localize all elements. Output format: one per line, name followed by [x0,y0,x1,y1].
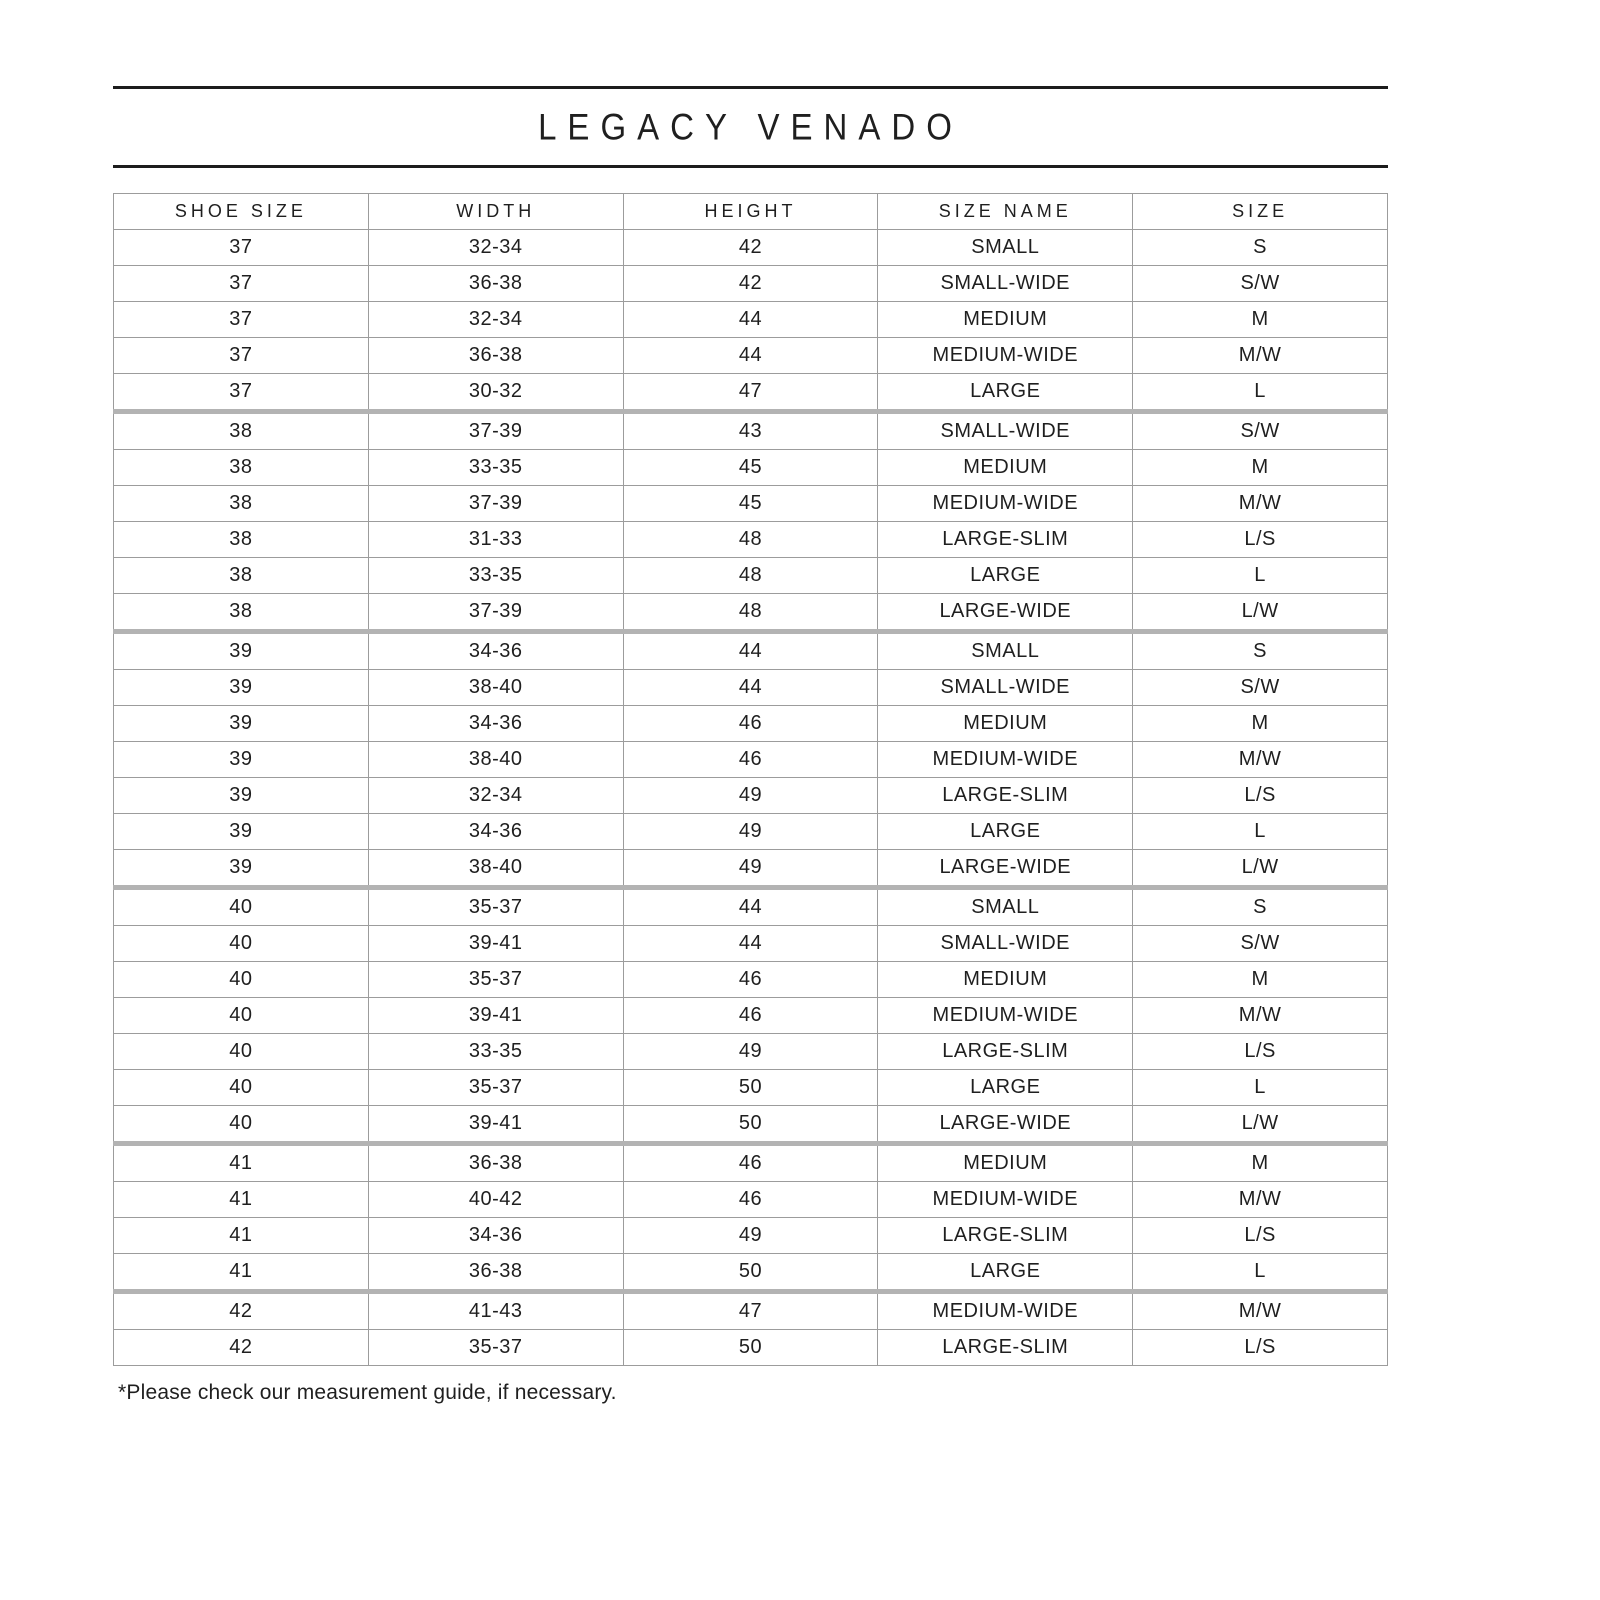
cell-size-name: LARGE-SLIM [878,778,1133,814]
cell-width: 33-35 [368,558,623,594]
cell-size-name: SMALL-WIDE [878,670,1133,706]
table-row [114,1254,1388,1292]
cell-height: 44 [623,926,878,962]
cell-size: L/W [1133,1106,1388,1144]
table-row [114,778,1388,814]
table-row [114,594,1388,632]
table-row [114,1070,1388,1106]
cell-shoe-size: 38 [114,522,369,558]
cell-size-name: MEDIUM [878,706,1133,742]
cell-size: L [1133,814,1388,850]
cell-width: 37-39 [368,486,623,522]
table-row [114,302,1388,338]
cell-height: 48 [623,522,878,558]
cell-size-name: MEDIUM [878,450,1133,486]
table-row [114,632,1388,670]
cell-size-name: SMALL [878,632,1133,670]
cell-width: 33-35 [368,450,623,486]
cell-shoe-size: 41 [114,1144,369,1182]
cell-width: 31-33 [368,522,623,558]
cell-height: 45 [623,450,878,486]
cell-size: L/S [1133,778,1388,814]
cell-width: 36-38 [368,1254,623,1292]
cell-size-name: LARGE [878,1254,1133,1292]
cell-width: 38-40 [368,670,623,706]
cell-size-name: LARGE-WIDE [878,1106,1133,1144]
cell-width: 41-43 [368,1292,623,1330]
cell-shoe-size: 41 [114,1254,369,1292]
cell-height: 44 [623,888,878,926]
cell-height: 44 [623,670,878,706]
table-row [114,926,1388,962]
cell-height: 49 [623,1034,878,1070]
cell-size: L/S [1133,1034,1388,1070]
table-row [114,1330,1388,1366]
cell-height: 49 [623,850,878,888]
cell-size-name: MEDIUM-WIDE [878,338,1133,374]
cell-shoe-size: 39 [114,742,369,778]
cell-height: 46 [623,742,878,778]
cell-size: M [1133,302,1388,338]
cell-size: L/W [1133,594,1388,632]
cell-height: 49 [623,1218,878,1254]
cell-width: 39-41 [368,998,623,1034]
page-title: LEGACY VENADO [538,105,963,148]
cell-size-name: SMALL-WIDE [878,266,1133,302]
table-row [114,742,1388,778]
cell-width: 35-37 [368,1330,623,1366]
cell-size-name: SMALL [878,888,1133,926]
cell-height: 44 [623,338,878,374]
cell-size-name: MEDIUM-WIDE [878,1292,1133,1330]
cell-width: 32-34 [368,230,623,266]
table-row [114,266,1388,302]
table-row [114,450,1388,486]
header-width: WIDTH [368,194,623,230]
table-row [114,962,1388,998]
cell-height: 50 [623,1070,878,1106]
table-row [114,1106,1388,1144]
cell-width: 38-40 [368,742,623,778]
table-row [114,230,1388,266]
table-row [114,814,1388,850]
header-shoe-size: SHOE SIZE [114,194,369,230]
cell-size: L/S [1133,1218,1388,1254]
table-row [114,374,1388,412]
cell-height: 50 [623,1330,878,1366]
cell-shoe-size: 39 [114,632,369,670]
cell-width: 32-34 [368,778,623,814]
cell-size-name: MEDIUM [878,962,1133,998]
cell-size: S [1133,230,1388,266]
table-row [114,1144,1388,1182]
cell-size: M [1133,706,1388,742]
table-body [114,230,1388,1366]
cell-size-name: LARGE [878,1070,1133,1106]
cell-height: 46 [623,1182,878,1218]
cell-width: 40-42 [368,1182,623,1218]
table-row [114,486,1388,522]
cell-size: L [1133,558,1388,594]
cell-size-name: MEDIUM [878,302,1133,338]
cell-shoe-size: 38 [114,486,369,522]
cell-shoe-size: 40 [114,888,369,926]
table-row [114,1292,1388,1330]
cell-shoe-size: 37 [114,266,369,302]
cell-shoe-size: 42 [114,1292,369,1330]
table-row [114,670,1388,706]
cell-size: M [1133,450,1388,486]
table-row [114,888,1388,926]
cell-shoe-size: 37 [114,374,369,412]
cell-size: M [1133,1144,1388,1182]
cell-width: 36-38 [368,338,623,374]
cell-size-name: LARGE [878,558,1133,594]
header-height: HEIGHT [623,194,878,230]
cell-size-name: MEDIUM-WIDE [878,998,1133,1034]
cell-width: 37-39 [368,594,623,632]
cell-size: L [1133,374,1388,412]
cell-shoe-size: 41 [114,1218,369,1254]
cell-height: 47 [623,1292,878,1330]
cell-shoe-size: 39 [114,778,369,814]
cell-shoe-size: 42 [114,1330,369,1366]
cell-size-name: LARGE-SLIM [878,1218,1133,1254]
cell-size: M/W [1133,1182,1388,1218]
cell-shoe-size: 38 [114,594,369,632]
cell-height: 46 [623,998,878,1034]
cell-width: 34-36 [368,1218,623,1254]
cell-width: 32-34 [368,302,623,338]
cell-size: S/W [1133,670,1388,706]
cell-size-name: LARGE-WIDE [878,850,1133,888]
title-block [113,86,1388,168]
cell-size-name: SMALL-WIDE [878,412,1133,450]
cell-size: M/W [1133,998,1388,1034]
cell-height: 43 [623,412,878,450]
cell-width: 34-36 [368,706,623,742]
cell-height: 47 [623,374,878,412]
cell-shoe-size: 38 [114,450,369,486]
cell-size-name: LARGE-SLIM [878,522,1133,558]
cell-width: 35-37 [368,962,623,998]
cell-width: 36-38 [368,1144,623,1182]
table-row [114,558,1388,594]
cell-height: 44 [623,302,878,338]
cell-height: 44 [623,632,878,670]
cell-size: S/W [1133,926,1388,962]
cell-height: 49 [623,778,878,814]
table-row [114,522,1388,558]
table-row [114,850,1388,888]
cell-width: 34-36 [368,814,623,850]
table-row [114,1182,1388,1218]
cell-height: 49 [623,814,878,850]
cell-height: 50 [623,1254,878,1292]
cell-height: 45 [623,486,878,522]
cell-shoe-size: 37 [114,302,369,338]
cell-size-name: SMALL-WIDE [878,926,1133,962]
cell-size: S/W [1133,412,1388,450]
cell-size: L [1133,1254,1388,1292]
cell-size: S [1133,632,1388,670]
size-chart-content [113,0,1388,1405]
cell-size: M/W [1133,486,1388,522]
table-row [114,1218,1388,1254]
cell-shoe-size: 39 [114,706,369,742]
cell-height: 50 [623,1106,878,1144]
cell-size-name: MEDIUM-WIDE [878,1182,1133,1218]
cell-size: M/W [1133,742,1388,778]
cell-width: 35-37 [368,888,623,926]
cell-width: 33-35 [368,1034,623,1070]
cell-shoe-size: 40 [114,1070,369,1106]
cell-shoe-size: 40 [114,1106,369,1144]
cell-size: S/W [1133,266,1388,302]
cell-shoe-size: 37 [114,230,369,266]
cell-size: S [1133,888,1388,926]
cell-size: L/W [1133,850,1388,888]
cell-size-name: LARGE [878,374,1133,412]
table-row [114,706,1388,742]
table-row [114,1034,1388,1070]
cell-size: L/S [1133,1330,1388,1366]
cell-size: M [1133,962,1388,998]
cell-width: 37-39 [368,412,623,450]
cell-shoe-size: 40 [114,962,369,998]
cell-shoe-size: 39 [114,670,369,706]
measurement-guide-footnote: *Please check our measurement guide, if necessary. [118,1381,617,1404]
cell-shoe-size: 41 [114,1182,369,1218]
cell-width: 34-36 [368,632,623,670]
cell-size-name: MEDIUM-WIDE [878,742,1133,778]
cell-size: L [1133,1070,1388,1106]
cell-shoe-size: 40 [114,926,369,962]
cell-height: 48 [623,558,878,594]
cell-size-name: LARGE-WIDE [878,594,1133,632]
cell-size-name: LARGE-SLIM [878,1330,1133,1366]
cell-size: L/S [1133,522,1388,558]
header-size-name: SIZE NAME [878,194,1133,230]
cell-shoe-size: 39 [114,814,369,850]
size-chart-table [113,193,1388,1366]
cell-size: M/W [1133,338,1388,374]
header-size: SIZE [1133,194,1388,230]
cell-width: 39-41 [368,926,623,962]
cell-shoe-size: 40 [114,1034,369,1070]
cell-height: 42 [623,230,878,266]
cell-width: 38-40 [368,850,623,888]
table-row [114,412,1388,450]
cell-size-name: MEDIUM [878,1144,1133,1182]
cell-height: 48 [623,594,878,632]
table-header [114,194,1388,230]
cell-size-name: MEDIUM-WIDE [878,486,1133,522]
cell-shoe-size: 38 [114,558,369,594]
cell-shoe-size: 40 [114,998,369,1034]
cell-size-name: SMALL [878,230,1133,266]
cell-shoe-size: 38 [114,412,369,450]
cell-size-name: LARGE [878,814,1133,850]
header-row [114,194,1388,230]
cell-width: 35-37 [368,1070,623,1106]
cell-shoe-size: 37 [114,338,369,374]
cell-height: 46 [623,706,878,742]
cell-width: 30-32 [368,374,623,412]
cell-size: M/W [1133,1292,1388,1330]
cell-width: 39-41 [368,1106,623,1144]
cell-height: 46 [623,1144,878,1182]
cell-height: 46 [623,962,878,998]
table-row [114,338,1388,374]
cell-shoe-size: 39 [114,850,369,888]
cell-width: 36-38 [368,266,623,302]
table-row [114,998,1388,1034]
cell-size-name: LARGE-SLIM [878,1034,1133,1070]
cell-height: 42 [623,266,878,302]
